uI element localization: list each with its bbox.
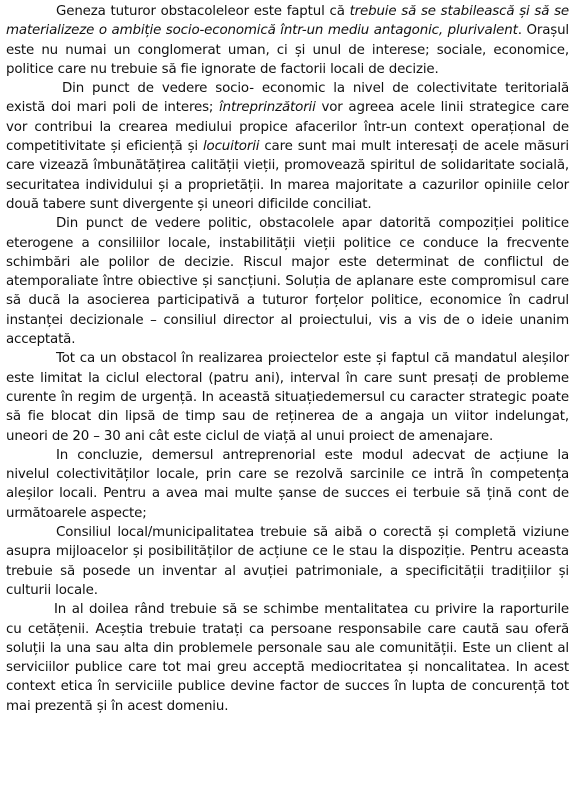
paragraph-text: Consiliul local/municipalitatea trebuie să aibă o corectă și completă viziune asupra mijloacelor și posibilităților de acțiune ce le stau la dispoziție. Pentru aceasta trebuie să posede un inventar al avuției patrimoniale, a specificității tradițiilor și culturii locale. [6,525,569,598]
paragraph-socio-economic [6,79,569,214]
paragraph-politic [6,214,569,349]
emphasized-text: întreprinzătorii [219,100,316,116]
paragraph-text: Din punct de vedere politic, obstacolele apar datorită compoziției politice eterogene a consiliilor locale, instabilității vieții politice ce conduce la frecvente schimbări ale polilor de decizie. Riscul major este determinat de conflictul de atemporaliate între obiective și sancțiuni. Soluția de aplanare este compromisul care să ducă la asocierea participativă a tuturor forțelor politice, economice în cadrul instanței decizionale – consiliul director al proiectului, vis a vis de o ideie unanim acceptată. [6,216,569,348]
paragraph-text: In concluzie, demersul antreprenorial este modul adecvat de acțiune la nivelul colectivităților locale, prin care se rezolvă sarcinile ce intră în competența aleșilor locali. Pentru a avea mai multe șanse de succes ei terbuie să țină cont de următoarele aspecte; [6,447,569,521]
emphasized-text: locuitorii [202,139,260,155]
paragraph-text: Din punct de vedere socio- economic la nivel de colectivitate teritorială există doi mari poli de interes; [6,81,569,116]
paragraph-text: vor agreea acele linii strategice care vor contribui la crearea mediului propice afacerilor într-un context operațional de competitivitate și eficiență și [6,100,570,155]
emphasized-text: trebuie să se stabilească și să se materializeze o ambiție socio-economică într-un mediu antagonic, plurivalent [6,4,570,39]
paragraph-concluzie [6,446,569,523]
paragraph-mandat [6,349,569,445]
paragraph-text: Geneza tuturor obstacoleleor este faptul că [56,4,350,19]
paragraph-geneza [6,2,569,79]
paragraph-consiliul-local [6,523,569,600]
paragraph-text: Tot ca un obstacol în realizarea proiectelor este și faptul că mandatul aleșilor este limitat la ciclul electoral (patru ani), interval în care sunt presați de probleme curente în regim de urgență. In această situațiedemersul cu caracter strategic poate să fie blocat din lipsă de timp sau de reținerea de a angaja un viitor indelungat, uneori de 20 – 30 ani cât este ciclul de viață al unui proiect de amenajare. [6,351,569,444]
paragraph-mentalitate [6,600,569,716]
paragraph-text: . Orașul este nu numai un conglomerat uman, ci și unul de interese; sociale, economice, politice care nu trebuie să fie ignorate de factorii locali de decizie. [6,23,570,77]
paragraph-text: care sunt mai mult interesați de acele măsuri care vizează îmbunătățirea calității vieții, promovează spiritul de solidaritate socială, securitatea individului și a proprietății. In marea majoritate a cazurilor opiniile celor două tabere sunt divergente și uneori dificilde conciliat. [6,139,569,212]
paragraph-text: In al doilea rând trebuie să se schimbe mentalitatea cu privire la raporturile cu cetățenii. Aceștia trebuie tratați ca persoane responsabile care caută sau oferă soluții la una sau alta din problemele personale sau ale comunității. Este un client al serviciilor publice care tot mai greu acceptă mediocritatea și noncalitatea. In acest context etica în serviciile publice devine factor de succes în lupta de concurență tot mai prezentă și în acest domeniu. [6,602,569,714]
